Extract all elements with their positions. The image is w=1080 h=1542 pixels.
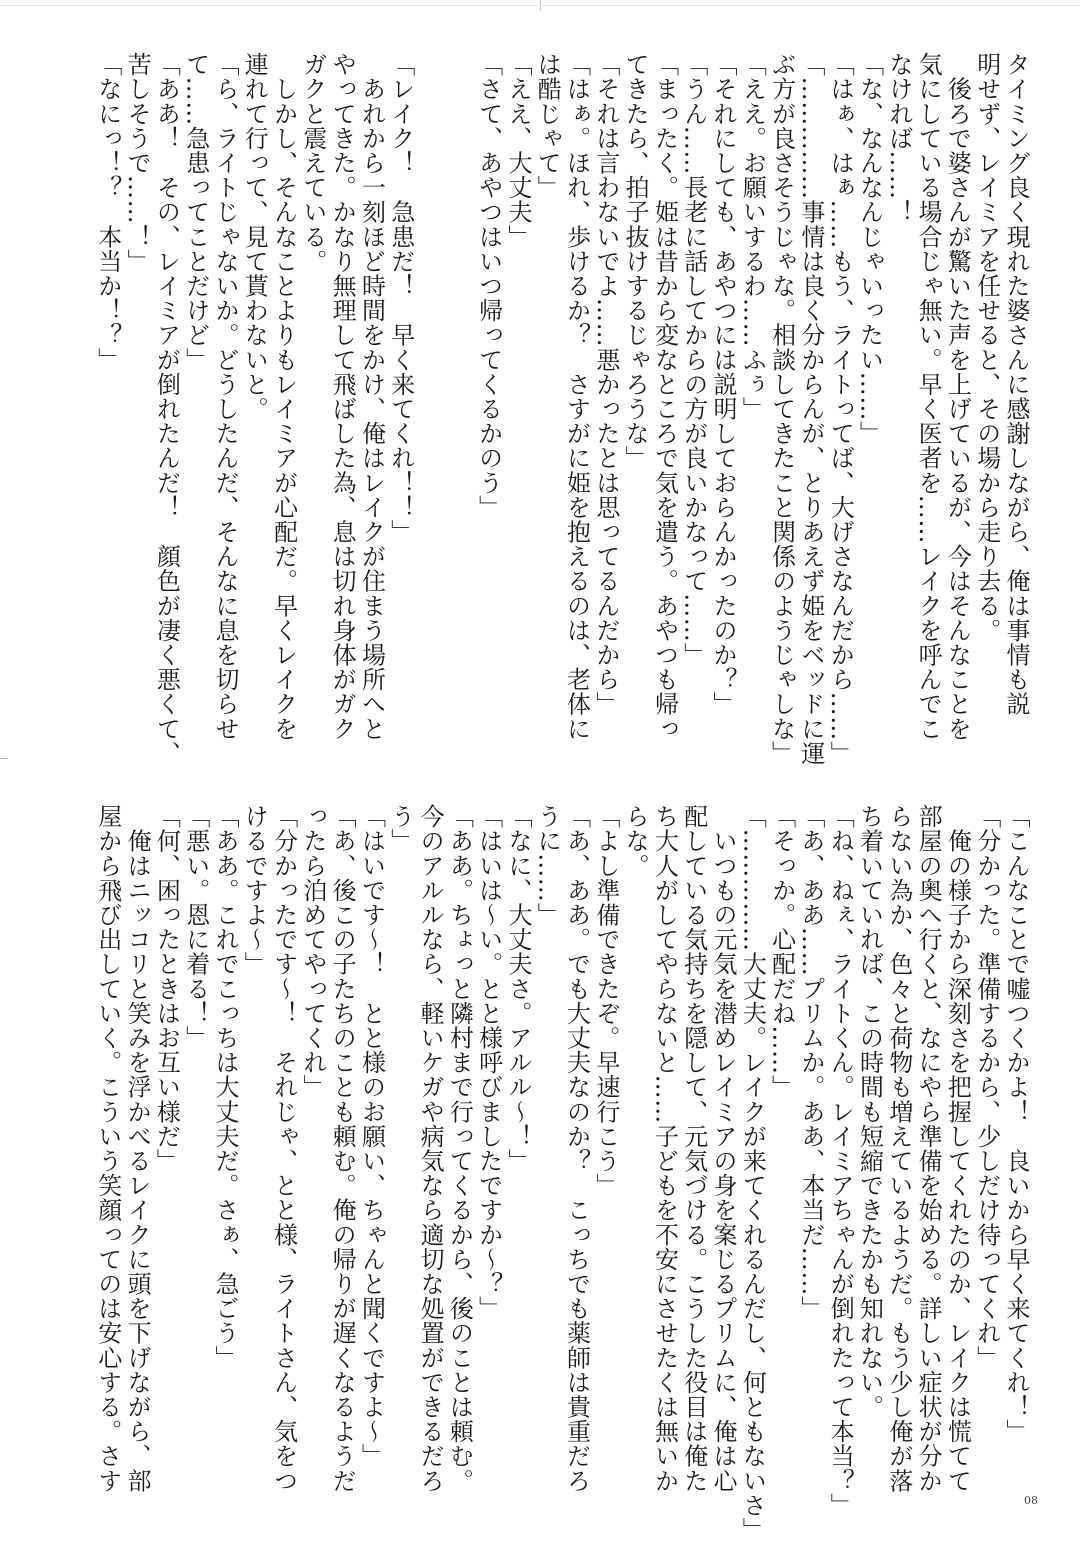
text-line: 「ええ、大丈夫」 — [503, 52, 532, 249]
text-line: らない為か、色々と荷物も増えているようだ。もう少し俺が落 — [884, 804, 913, 1493]
text-line: ち大人がしてやらないと……子どもを不安にさせたくは無いか — [650, 804, 679, 1493]
crop-mark-top-line — [0, 5, 1080, 6]
text-line: しかし、そんなことよりもレイミアが心配だ。早くレイクを — [269, 52, 298, 741]
text-line: やってきた。かなり無理して飛ばした為、息は切れ身体がガク — [328, 52, 357, 741]
text-line: 「ああ。ちょっと隣村まで行ってくるから、後のことは頼む。 — [445, 804, 474, 1493]
text-line — [415, 52, 444, 732]
text-line: 俺はニッコリと笑みを浮かべるレイクに頭を下げながら、部 — [123, 804, 152, 1493]
text-line: 「ああ。これでこっちは大丈夫だ。さぁ、急ごう」 — [210, 804, 239, 1370]
text-line: 「なに、大丈夫さ。アルル～！」 — [503, 804, 532, 1173]
text-line: 「よし準備できたぞ。早速行こう」 — [591, 804, 620, 1198]
text-line: 「あ、ああ。でも大丈夫なのか？ こっちでも薬師は貴重だろ — [562, 804, 591, 1493]
text-line: けるですよ～」 — [240, 804, 269, 977]
text-line: 今のアルルなら、軽いケガや病気なら適切な処置ができるだろ — [416, 804, 445, 1493]
text-line: 屋から飛び出していく。こういう笑顔ってのは安心する。さす — [93, 804, 122, 1493]
text-line: ガクと震えている。 — [298, 52, 327, 274]
text-line: 「ら、ライトじゃないか。どうしたんだ、そんなに息を切らせ — [210, 52, 239, 741]
crop-mark-left — [0, 758, 8, 759]
text-block-top — [93, 52, 1031, 766]
text-line: 「な、なんなんじゃいったい……」 — [855, 52, 884, 446]
text-line: 「レイク！ 急患だ！ 早く来てくれ！！」 — [386, 52, 415, 544]
text-line: ったら泊めてやってくれ」 — [298, 804, 327, 1100]
page-number: 08 — [1024, 1494, 1038, 1507]
text-line: 明せず、レイミアを任せると、その場から走り去る。 — [972, 52, 1001, 643]
text-line: 部屋の奥へ行くと、なにやら準備を始める。詳しい症状が分か — [914, 804, 943, 1493]
text-line: ち着いていれば、この時間も短縮できたかも知れない。 — [855, 804, 884, 1419]
text-line: 「そっか。心配だね……」 — [767, 804, 796, 1100]
text-line: 「ええ。お願いするわ……ふぅ」 — [738, 52, 767, 421]
text-line: 「ああ！ その、レイミアが倒れたんだ！ 顔色が凄く悪くて、 — [152, 52, 181, 766]
text-line — [444, 52, 473, 732]
text-line: 「分かった。準備するから、少しだけ待ってくれ」 — [972, 804, 1001, 1370]
text-line: 俺の様子から深刻さを把握してくれたのか、レイクは慌てて — [943, 804, 972, 1493]
text-line: らな。 — [621, 804, 650, 878]
text-line: う」 — [386, 804, 415, 854]
text-line: うに……」 — [533, 804, 562, 927]
text-line: 連れて行って、見て貰わないと。 — [240, 52, 269, 421]
text-line: 「なにっ！？ 本当か！？」 — [93, 52, 122, 372]
text-line: 「ね、ねぇ、ライトくん。レイミアちゃんが倒れたって本当？」 — [826, 804, 855, 1518]
text-line: 「悪い。恩に着る！」 — [181, 804, 210, 1050]
text-line: 後ろで婆さんが驚いた声を上げているが、今はそんなことを — [943, 52, 972, 741]
text-line: 「それにしても、あやつには説明しておらんかったのか？」 — [709, 52, 738, 717]
text-line: 苦しそうで……！」 — [123, 52, 152, 274]
text-line: 「あ、ああ……プリムか。ああ、本当だ……」 — [796, 804, 825, 1321]
text-line: 「分かったです～！ それじゃ、とと様、ライトさん、気をつ — [269, 804, 298, 1493]
text-line: なければ……！ — [884, 52, 913, 225]
text-line: 「うん……長老に話してからの方が良いかなって……」 — [679, 52, 708, 667]
text-line: 「……………大丈夫。レイクが来てくれるんだし、何ともないさ」 — [738, 804, 767, 1542]
text-line: 「はぁ、はぁ……もう、ライトってば、大げさなんだから……」 — [826, 52, 855, 766]
text-line: 「それは言わないでよ……悪かったとは思ってるんだから」 — [591, 52, 620, 717]
text-line: 「何、困ったときはお互い様だ」 — [152, 804, 181, 1173]
text-line: 気にしている場合じゃ無い。早く医者を……レイクを呼んでこ — [914, 52, 943, 741]
text-line: 「はいは～い。とと様呼びましたですか～？」 — [474, 804, 503, 1321]
text-line: 「さて、あやつはいつ帰ってくるかのう」 — [474, 52, 503, 520]
text-line: ぶ方が良さそうじゃな。相談してきたこと関係のようじゃしな」 — [767, 52, 796, 766]
text-line: は酷じゃて」 — [533, 52, 562, 200]
text-line: 「はいです～！ とと様のお願い、ちゃんと聞くですよ～」 — [357, 804, 386, 1469]
text-line: てきたら、拍子抜けするじゃろうな」 — [621, 52, 650, 471]
text-line: 「はぁ。ほれ、歩けるか？ さすがに姫を抱えるのは、老体に — [562, 52, 591, 741]
text-line: いつもの元気を潜めレイミアの身を案じるプリムに、俺は心 — [709, 804, 738, 1493]
text-line: 「こんなことで嘘つくかよ！ 良いから早く来てくれ！」 — [1002, 804, 1030, 1444]
text-line: 「あ、後この子たちのことも頼む。俺の帰りが遅くなるようだ — [328, 804, 357, 1493]
text-line: 「……………事情は良く分からんが、とりあえず姫をベッドに運 — [796, 52, 825, 766]
text-line: タイミング良く現れた婆さんに感謝しながら、俺は事情も説 — [1002, 52, 1030, 717]
text-line: て……急患ってことだけど」 — [181, 52, 210, 372]
text-line: あれから一刻ほど時間をかけ、俺はレイクが住まう場所へと — [357, 52, 386, 741]
text-line: 「まったく。姫は昔から変なところで気を遣う。あやつも帰っ — [650, 52, 679, 741]
text-line: 配している気持ちを隠して、元気づける。こうした役目は俺た — [679, 804, 708, 1493]
